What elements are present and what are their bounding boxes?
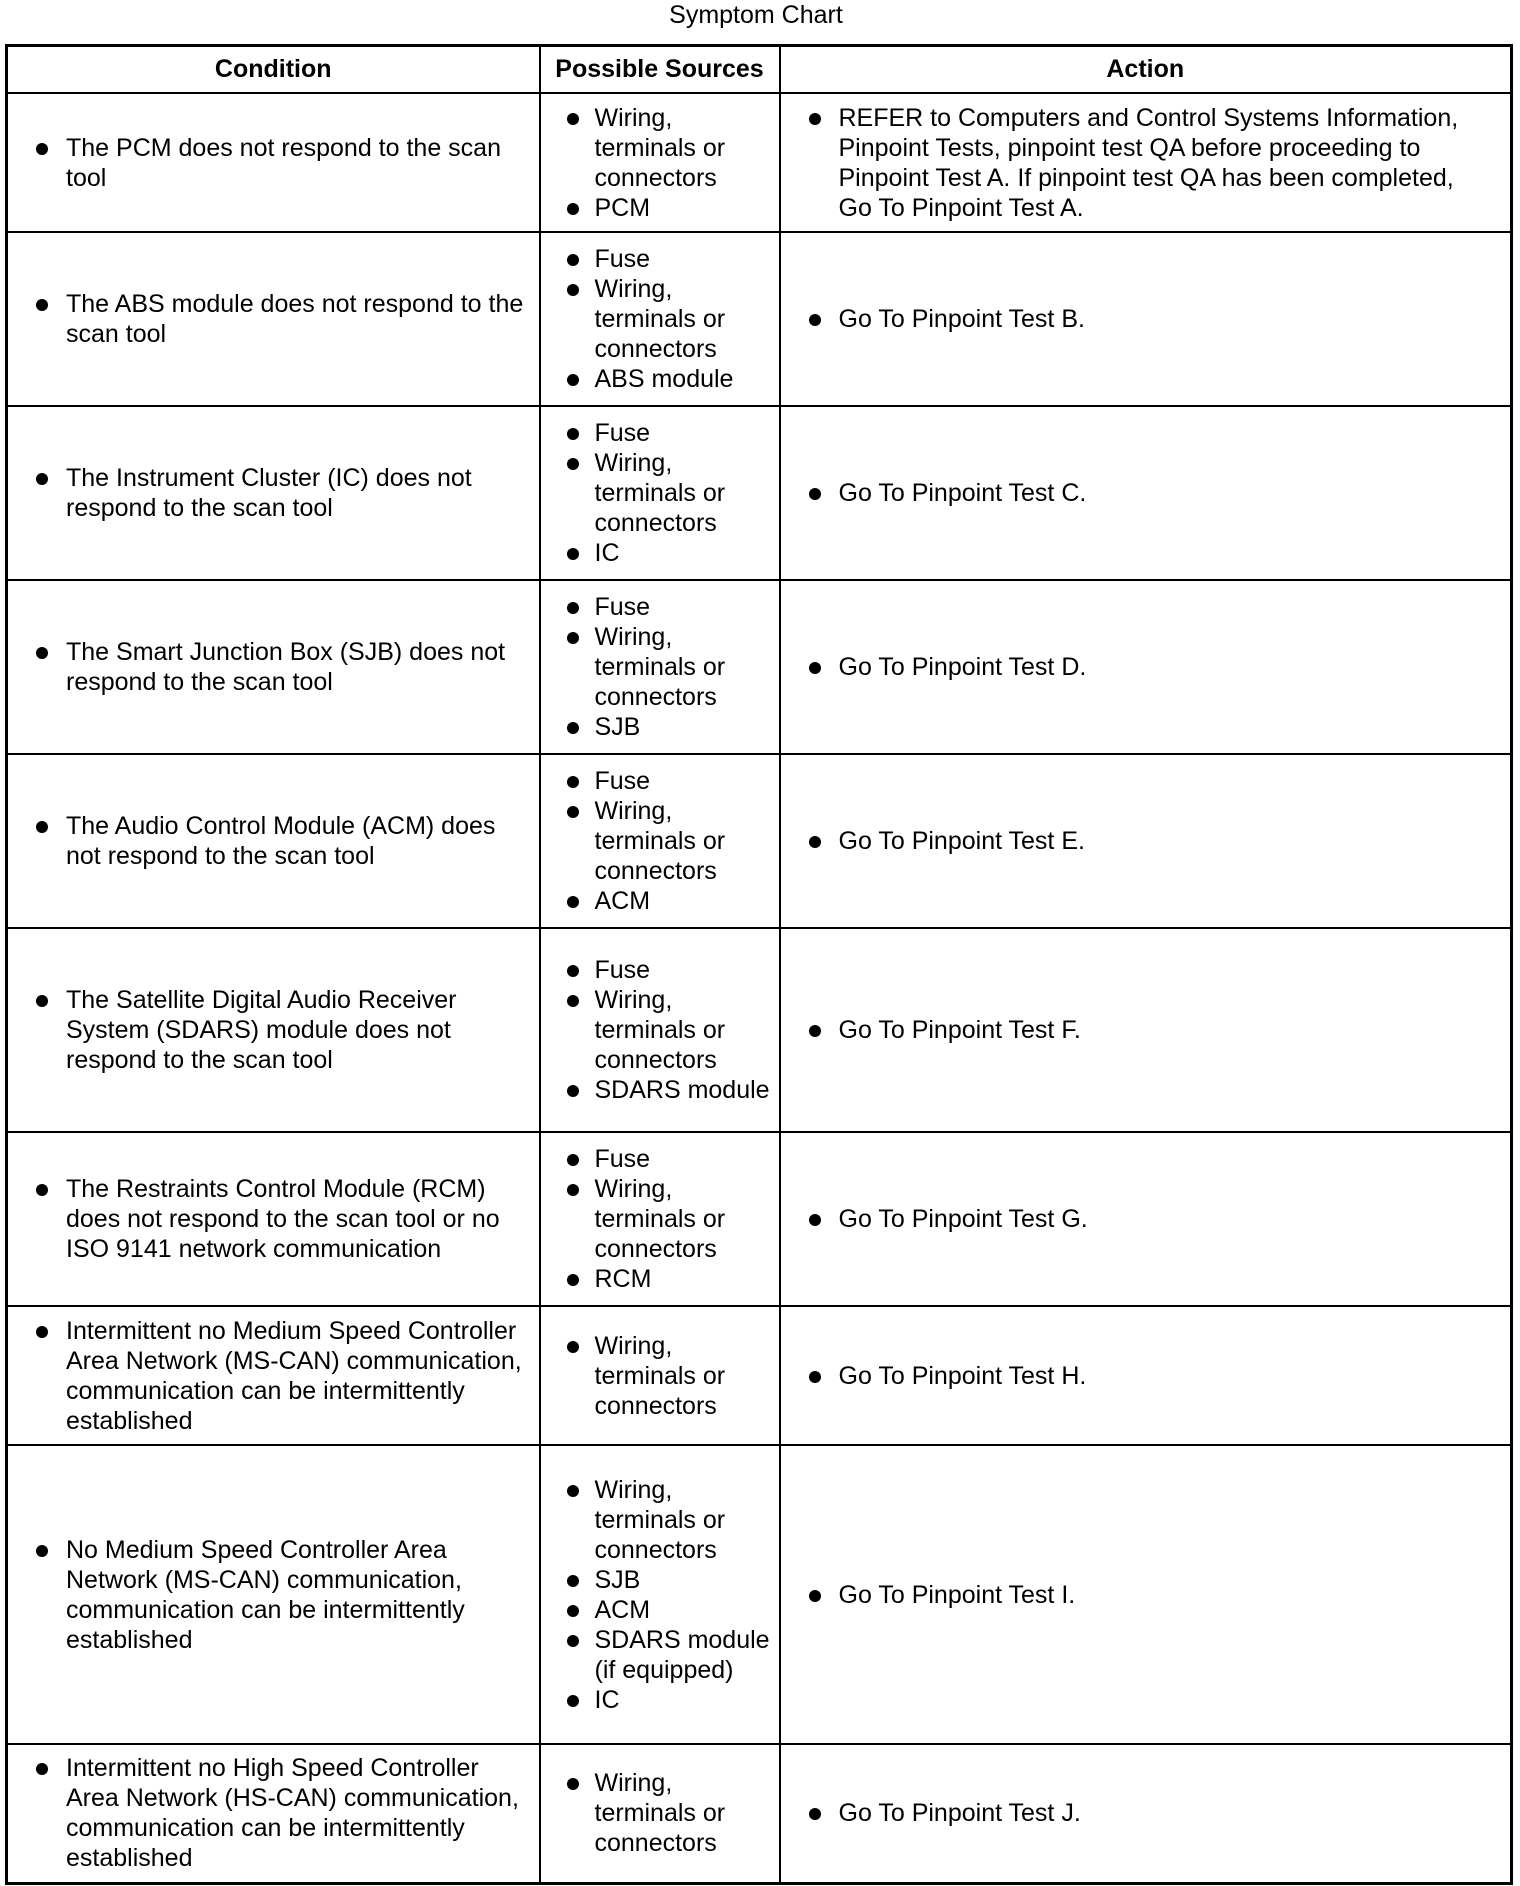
condition-cell <box>7 232 540 406</box>
sources-cell <box>540 406 780 580</box>
condition-header: Condition <box>7 46 540 94</box>
source-item: Fuse <box>541 418 779 448</box>
table-row <box>7 1445 1512 1744</box>
table-row <box>7 1306 1512 1445</box>
action-cell <box>780 1445 1512 1744</box>
condition-text: No Medium Speed Controller Area Network (MS-CAN) communication, communication can be intermittently established <box>8 1535 539 1655</box>
header-row <box>7 46 1512 94</box>
source-item: Wiring, terminals or connectors <box>541 1331 779 1421</box>
condition-cell <box>7 1744 540 1883</box>
source-item: Wiring, terminals or connectors <box>541 796 779 886</box>
source-item: Wiring, terminals or connectors <box>541 448 779 538</box>
symptom-chart-table <box>5 44 1513 1885</box>
action-cell <box>780 1744 1512 1883</box>
table-row <box>7 406 1512 580</box>
source-item: SJB <box>541 1565 779 1595</box>
table-row <box>7 1132 1512 1306</box>
source-item: Wiring, terminals or connectors <box>541 103 779 193</box>
sources-cell <box>540 1744 780 1883</box>
sources-cell <box>540 754 780 928</box>
action-text: Go To Pinpoint Test D. <box>781 652 1511 682</box>
source-item: IC <box>541 538 779 568</box>
source-item: IC <box>541 1685 779 1715</box>
condition-text: The Instrument Cluster (IC) does not respond to the scan tool <box>8 463 539 523</box>
source-item: RCM <box>541 1264 779 1294</box>
condition-text: The Restraints Control Module (RCM) does not respond to the scan tool or no ISO 9141 network communication <box>8 1174 539 1264</box>
action-cell <box>780 1132 1512 1306</box>
action-cell <box>780 580 1512 754</box>
action-cell <box>780 1306 1512 1445</box>
condition-text: The Satellite Digital Audio Receiver System (SDARS) module does not respond to the scan tool <box>8 985 539 1075</box>
source-item: Fuse <box>541 766 779 796</box>
action-cell <box>780 232 1512 406</box>
source-item: Fuse <box>541 592 779 622</box>
sources-cell <box>540 1132 780 1306</box>
sources-cell <box>540 1306 780 1445</box>
source-item: ACM <box>541 1595 779 1625</box>
table-row <box>7 754 1512 928</box>
action-text: Go To Pinpoint Test J. <box>781 1798 1511 1828</box>
action-cell <box>780 754 1512 928</box>
condition-cell <box>7 406 540 580</box>
action-text: Go To Pinpoint Test C. <box>781 478 1511 508</box>
condition-cell <box>7 1445 540 1744</box>
condition-cell <box>7 1306 540 1445</box>
action-text: REFER to Computers and Control Systems Information, Pinpoint Tests, pinpoint test QA before proceeding to Pinpoint Test A. If pinpoint test QA has been completed, Go To Pinpoint Test A. <box>781 103 1511 223</box>
action-cell <box>780 93 1512 232</box>
sources-cell <box>540 580 780 754</box>
chart-title: Symptom Chart <box>669 1 843 29</box>
table-row <box>7 928 1512 1132</box>
condition-text: The PCM does not respond to the scan tool <box>8 133 539 193</box>
source-item: ABS module <box>541 364 779 394</box>
condition-cell <box>7 928 540 1132</box>
source-item: Wiring, terminals or connectors <box>541 1768 779 1858</box>
condition-text: Intermittent no Medium Speed Controller Area Network (MS-CAN) communication, communication can be intermittently established <box>8 1316 539 1436</box>
source-item: Wiring, terminals or connectors <box>541 985 779 1075</box>
condition-text: The Smart Junction Box (SJB) does not respond to the scan tool <box>8 637 539 697</box>
source-item: PCM <box>541 193 779 223</box>
condition-cell <box>7 580 540 754</box>
sources-cell <box>540 93 780 232</box>
table-row <box>7 580 1512 754</box>
action-text: Go To Pinpoint Test I. <box>781 1580 1511 1610</box>
condition-cell <box>7 1132 540 1306</box>
action-text: Go To Pinpoint Test G. <box>781 1204 1511 1234</box>
source-item: SDARS module <box>541 1075 779 1105</box>
source-item: Fuse <box>541 955 779 985</box>
action-header: Action <box>780 46 1512 94</box>
source-item: SDARS module (if equipped) <box>541 1625 779 1685</box>
table-row <box>7 1744 1512 1883</box>
action-cell <box>780 406 1512 580</box>
source-item: Wiring, terminals or connectors <box>541 622 779 712</box>
condition-text: The Audio Control Module (ACM) does not respond to the scan tool <box>8 811 539 871</box>
source-item: Fuse <box>541 1144 779 1174</box>
condition-text: The ABS module does not respond to the scan tool <box>8 289 539 349</box>
sources-cell <box>540 232 780 406</box>
possible-sources-header: Possible Sources <box>540 46 780 94</box>
action-cell <box>780 928 1512 1132</box>
source-item: Wiring, terminals or connectors <box>541 274 779 364</box>
action-text: Go To Pinpoint Test F. <box>781 1015 1511 1045</box>
condition-cell <box>7 93 540 232</box>
table-row <box>7 93 1512 232</box>
source-item: Wiring, terminals or connectors <box>541 1174 779 1264</box>
sources-cell <box>540 928 780 1132</box>
action-text: Go To Pinpoint Test E. <box>781 826 1511 856</box>
table-row <box>7 232 1512 406</box>
condition-text: Intermittent no High Speed Controller Area Network (HS-CAN) communication, communication can be intermittently established <box>8 1753 539 1873</box>
source-item: Fuse <box>541 244 779 274</box>
source-item: ACM <box>541 886 779 916</box>
source-item: Wiring, terminals or connectors <box>541 1475 779 1565</box>
action-text: Go To Pinpoint Test H. <box>781 1361 1511 1391</box>
source-item: SJB <box>541 712 779 742</box>
sources-cell <box>540 1445 780 1744</box>
condition-cell <box>7 754 540 928</box>
action-text: Go To Pinpoint Test B. <box>781 304 1511 334</box>
